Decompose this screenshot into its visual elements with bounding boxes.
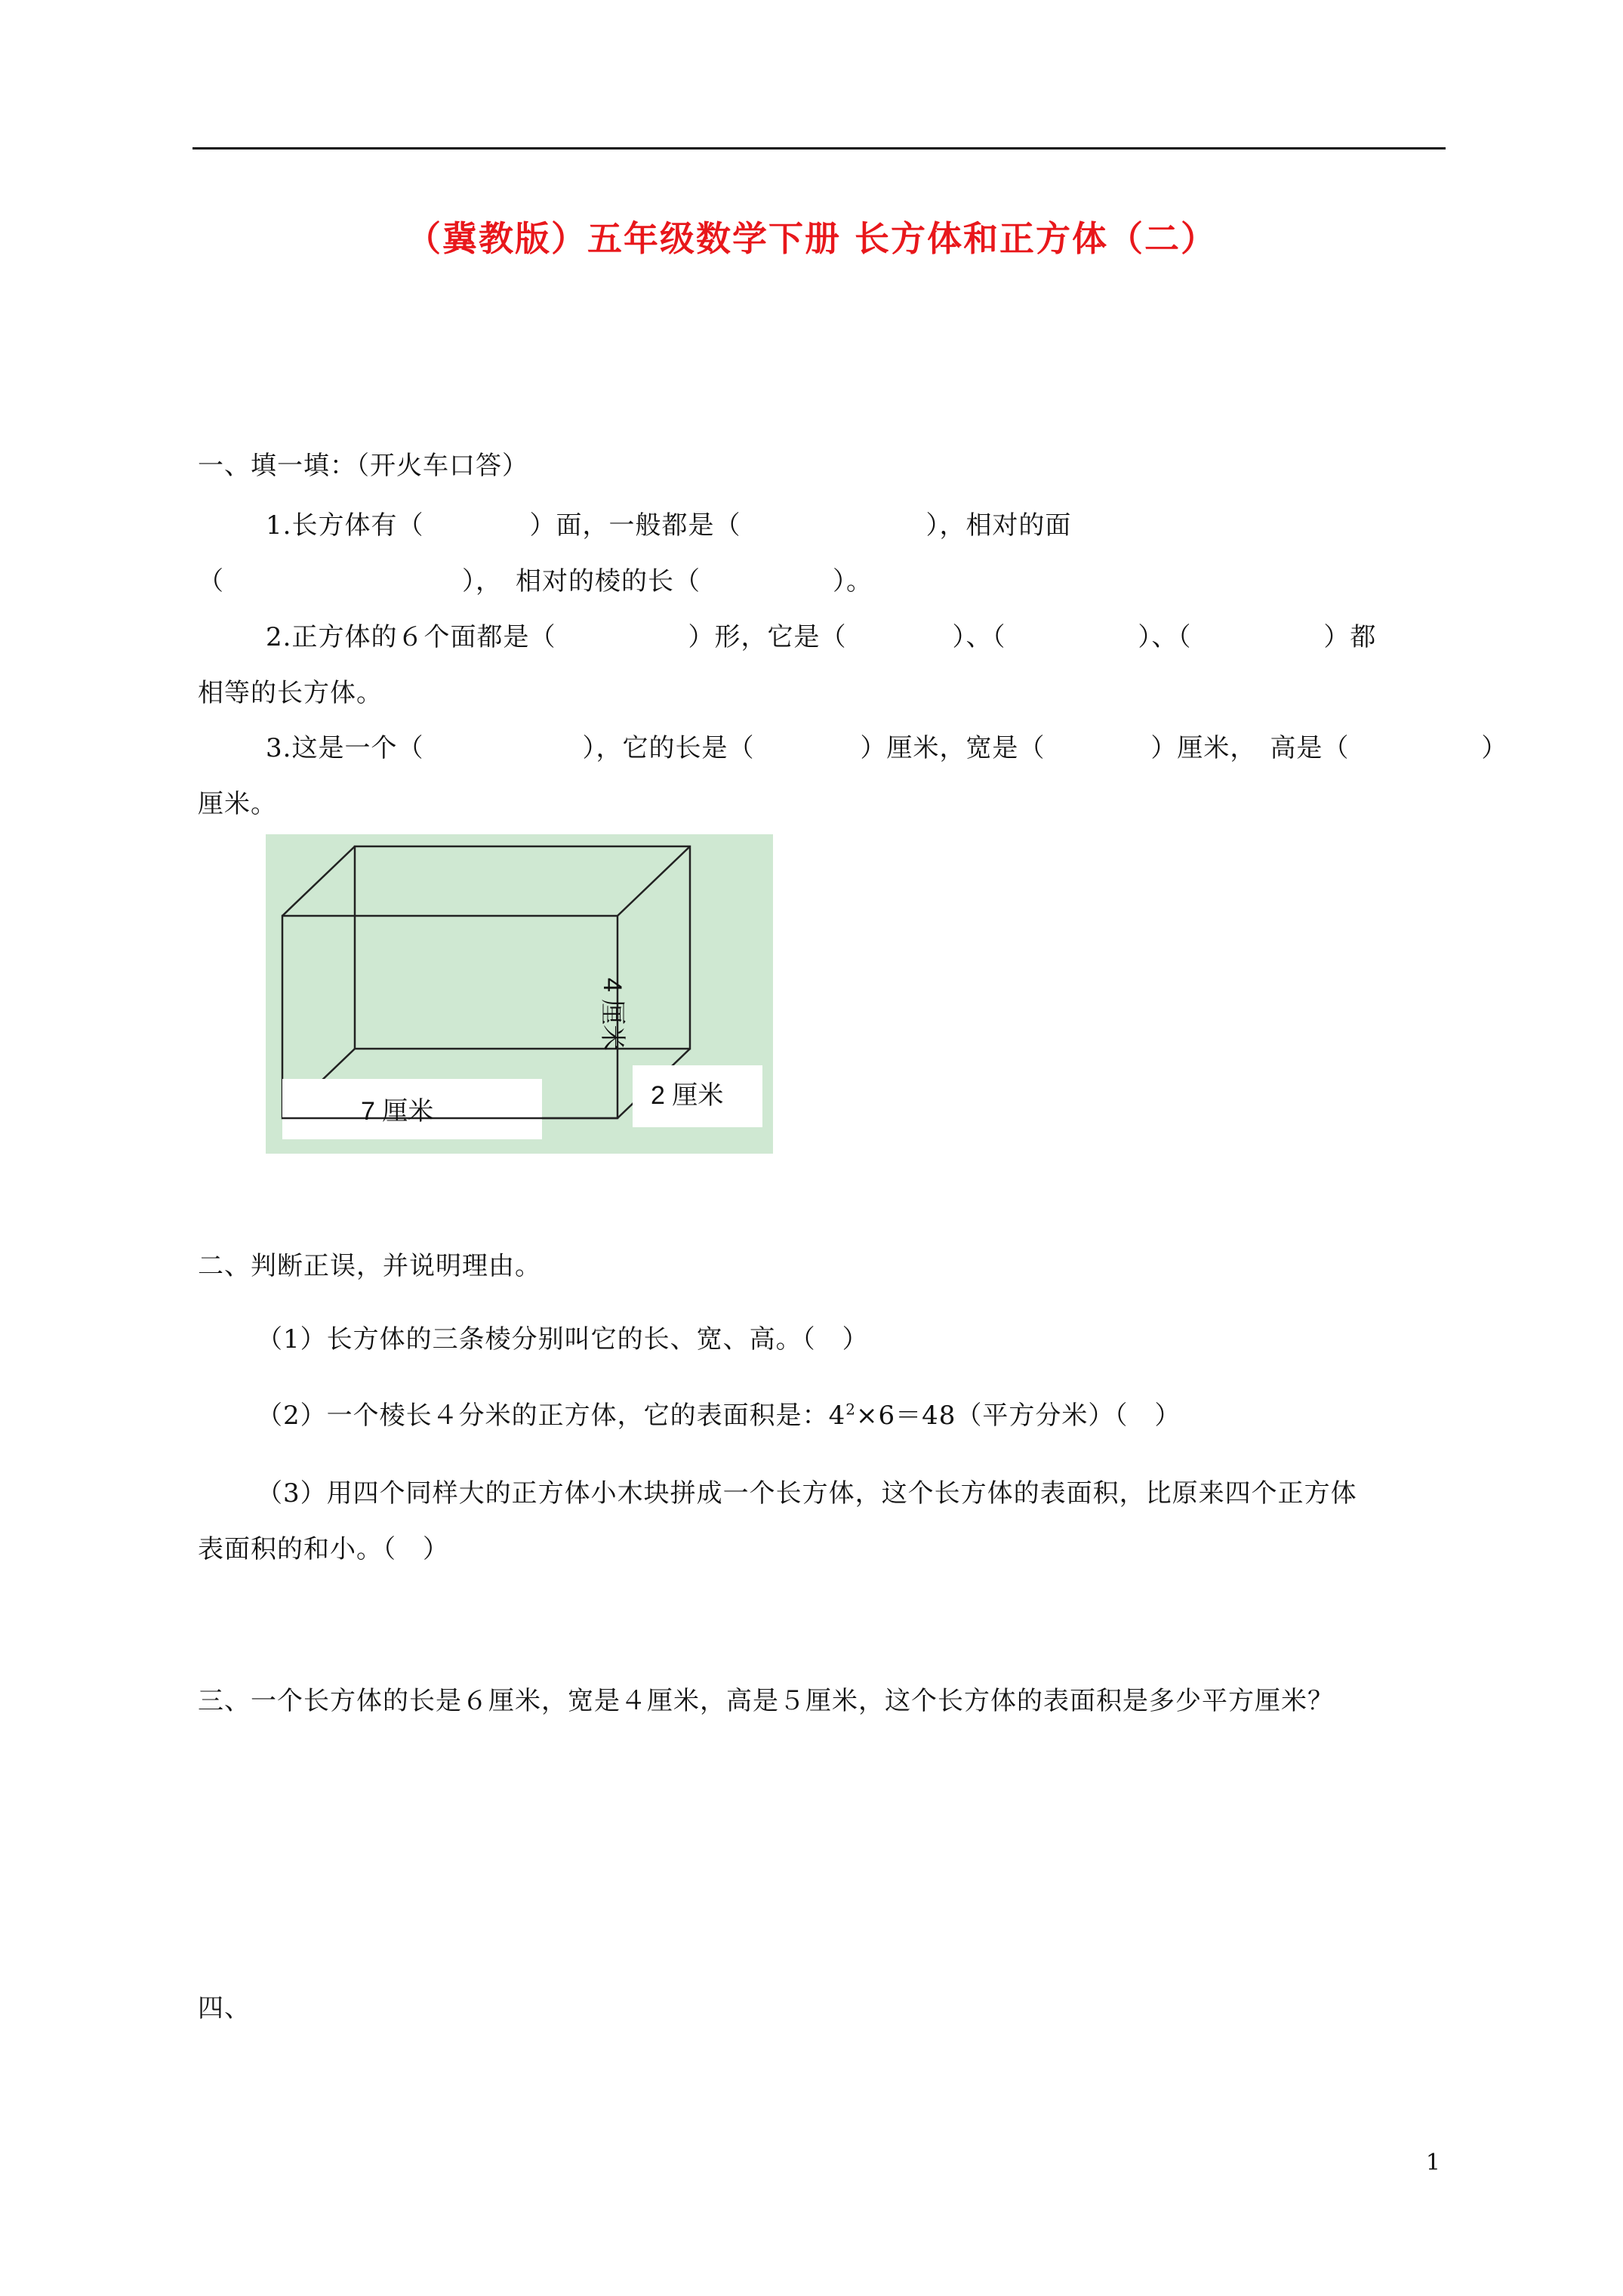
- q1-line2: （ ）， 相对的棱的长（ ）。: [198, 566, 873, 596]
- document-title: （冀教版）五年级数学下册 长方体和正方体（二）: [405, 218, 1217, 259]
- section2-heading: 二、判断正误，并说明理由。: [198, 1251, 541, 1281]
- cuboid-figure: [266, 834, 773, 1154]
- q3-line2: 厘米。: [198, 789, 277, 819]
- judge-item-3-line1: （3）用四个同样大的正方体小木块拼成一个长方体，这个长方体的表面积，比原来四个正方体: [257, 1478, 1357, 1509]
- height-label: 4 厘米: [598, 978, 627, 1051]
- judge-item-2-post: ×6＝48（平方分米）（ ）: [856, 1401, 1181, 1431]
- q1-line1: 1.长方体有（ ）面，一般都是（ ），相对的面: [266, 510, 1072, 541]
- q2-line1: 2.正方体的６个面都是（ ）形，它是（ ）、（ ）、（ ）都: [266, 622, 1377, 652]
- judge-item-2-pre: （2）一个棱长４分米的正方体，它的表面积是：4: [257, 1401, 846, 1431]
- width-label: 2 厘米: [651, 1081, 724, 1110]
- section1-heading: 一、填一填：（开火车口答）: [198, 451, 528, 481]
- judge-item-1: （1）长方体的三条棱分别叫它的长、宽、高。（ ）: [257, 1324, 869, 1354]
- judge-item-3-line2: 表面积的和小。（ ）: [198, 1534, 449, 1564]
- section3-problem: 三、一个长方体的长是６厘米，宽是４厘米，高是５厘米，这个长方体的表面积是多少平方厘米？: [198, 1686, 1334, 1716]
- section4-heading: 四、: [198, 1993, 251, 2023]
- header-rule: [192, 147, 1446, 149]
- judge-item-2: [257, 1399, 1181, 1432]
- page-number: 1: [1425, 2150, 1440, 2176]
- q3-line1: 3.这是一个（ ），它的长是（ ）厘米，宽是（ ）厘米， 高是（ ）: [266, 733, 1508, 763]
- length-label: 7 厘米: [361, 1097, 434, 1126]
- q2-line2: 相等的长方体。: [198, 678, 383, 708]
- exponent: 2: [845, 1400, 856, 1419]
